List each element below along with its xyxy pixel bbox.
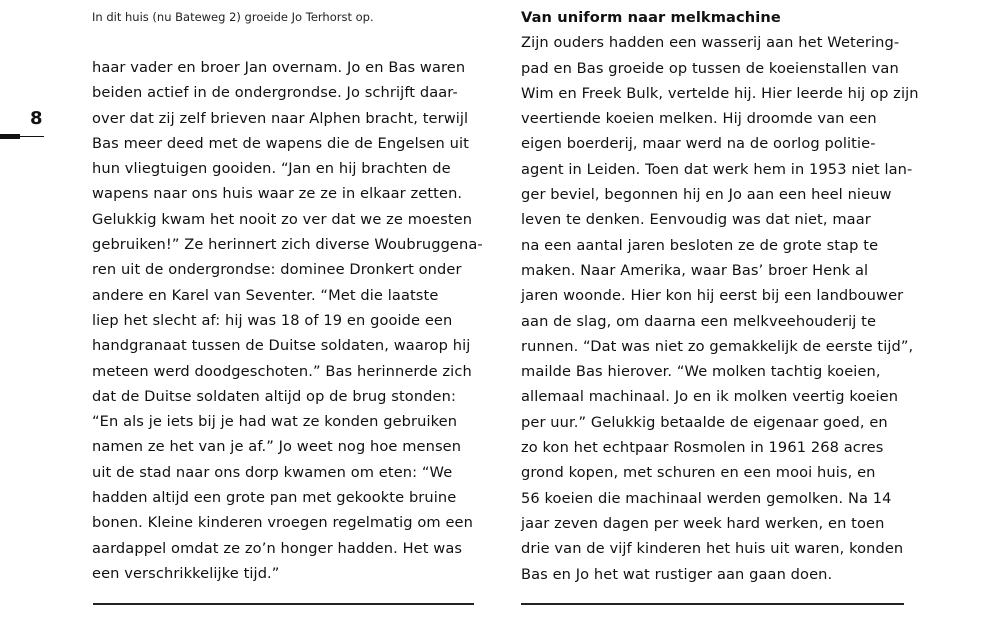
text-line: over dat zij zelf brieven naar Alphen bracht, terwijl [92,109,469,127]
page-marker [0,134,44,148]
text-line: veertiende koeien melken. Hij droomde van een [521,110,877,128]
text-line: “En als je iets bij je had wat ze konden gebruiken [92,413,458,431]
text-line: zo kon het echtpaar Rosmolen in 1961 268 acres [521,439,884,457]
text-line: een verschrikkelijke tijd.” [92,564,280,582]
text-line: 56 koeien die machinaal werden gemolken. Na 14 [521,489,892,507]
text-line: Wim en Freek Bulk, vertelde hij. Hier leerde hij op zijn [521,84,919,102]
text-line: liep het slecht af: hij was 18 of 19 en gooide een [92,311,453,329]
text-line: hadden altijd een grote pan met gekookte bruine [92,489,457,507]
text-line: per uur.” Gelukkig betaalde de eigenaar goed, en [521,413,888,431]
text-line: gebruiken!” Ze herinnert zich diverse Woubruggena- [92,236,483,254]
text-line: pad en Bas groeide op tussen de koeienstallen van [521,59,899,77]
text-line: aardappel omdat ze zo’n honger hadden. Het was [92,539,463,557]
text-line: maken. Naar Amerika, waar Bas’ broer Henk al [521,261,869,279]
text-line: andere en Karel van Seventer. “Met die laatste [92,286,439,304]
text-line: jaren woonde. Hier kon hij eerst bij een landbouwer [521,287,904,305]
text-line: haar vader en broer Jan overnam. Jo en Bas waren [92,59,466,76]
text-line: beiden actief in de ondergrondse. Jo schrijft daar- [92,84,458,102]
text-line: ger beviel, begonnen hij en Jo aan een heel nieuw [521,186,892,204]
text-line: hun vliegtuigen gooiden. “Jan en hij brachten de [92,160,451,178]
text-line: agent in Leiden. Toen dat werk hem in 1953 niet lan- [521,160,913,178]
left-column-text [92,55,483,586]
text-line: grond kopen, met schuren en een mooi huis, en [521,464,876,482]
text-line: leven te denken. Eenvoudig was dat niet, maar [521,211,871,229]
text-line: ren uit de ondergrondse: dominee Dronkert onder [92,261,462,279]
text-line: namen ze het van je af.” Jo weet nog hoe mensen [92,438,462,456]
section-heading: Van uniform naar melkmachine [521,9,781,26]
text-line: bonen. Kleine kinderen vroegen regelmatig om een [92,514,473,532]
text-line: drie van de vijf kinderen het huis uit waren, konden [521,540,904,558]
text-line: Zijn ouders hadden een wasserij aan het Wetering- [521,34,900,52]
text-line: allemaal machinaal. Jo en ik molken veertig koeien [521,388,899,406]
right-column-text [521,5,919,587]
text-line: jaar zeven dagen per week hard werken, en toen [521,514,885,532]
text-line: runnen. “Dat was niet zo gemakkelijk de eerste tijd”, [521,337,914,355]
page-number: 8 [30,108,43,129]
photo-caption: In dit huis (nu Bateweg 2) groeide Jo Terhorst op. [92,10,374,24]
left-divider [93,603,474,605]
text-line: mailde Bas hierover. “We molken tachtig koeien, [521,363,881,381]
right-divider [521,603,904,605]
text-line: meteen werd doodgeschoten.” Bas herinnerde zich [92,362,472,380]
text-line: wapens naar ons huis waar ze ze in elkaar zetten. [92,185,463,203]
text-line: Bas meer deed met de wapens die de Engelsen uit [92,134,469,152]
text-line: eigen boerderij, maar werd na de oorlog politie- [521,135,876,153]
text-line: Gelukkig kwam het nooit zo ver dat we ze moesten [92,210,473,228]
text-line: Bas en Jo het wat rustiger aan gaan doen. [521,565,833,583]
text-line: na een aantal jaren besloten ze de grote stap te [521,236,879,254]
text-line: dat de Duitse soldaten altijd op de brug stonden: [92,387,456,405]
text-line: handgranaat tussen de Duitse soldaten, waarop hij [92,337,471,355]
text-line: uit de stad naar ons dorp kwamen om eten: “We [92,463,453,481]
text-line: aan de slag, om daarna een melkveehouderij te [521,312,877,330]
